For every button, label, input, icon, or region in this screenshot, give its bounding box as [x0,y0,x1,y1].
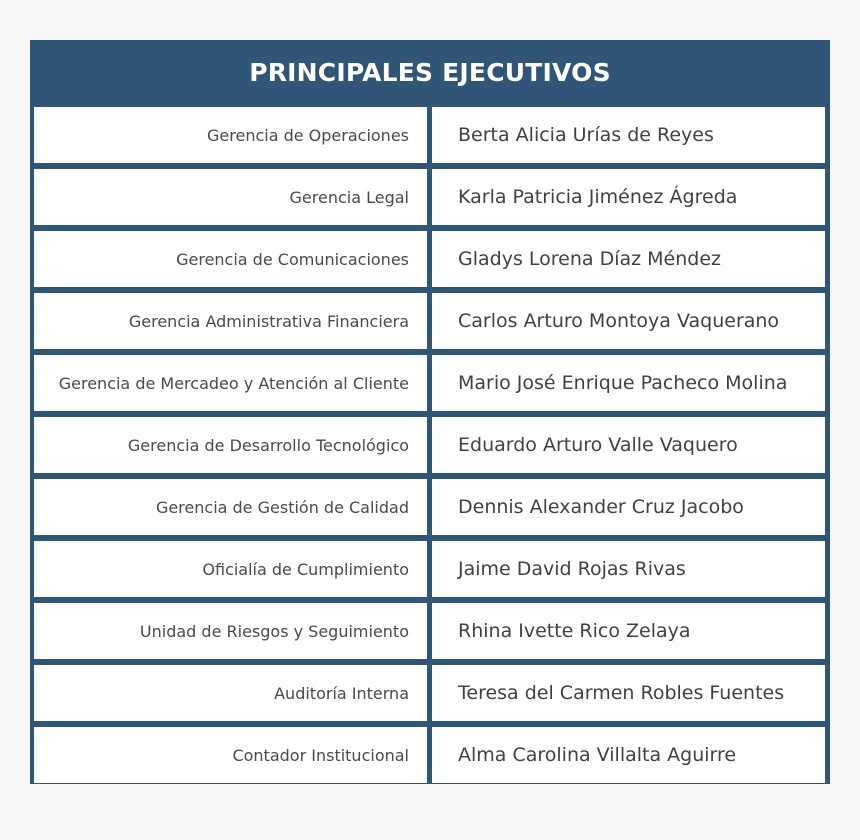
executive-name-cell: Mario José Enrique Pacheco Molina [432,355,825,411]
executive-name-cell: Alma Carolina Villalta Aguirre [432,727,825,783]
department-cell: Gerencia de Operaciones [34,107,427,163]
executive-name-cell: Carlos Arturo Montoya Vaquerano [432,293,825,349]
executive-name-cell: Jaime David Rojas Rivas [432,541,825,597]
executive-name-cell: Berta Alicia Urías de Reyes [432,107,825,163]
executive-name-cell: Dennis Alexander Cruz Jacobo [432,479,825,535]
department-cell: Gerencia de Gestión de Calidad [34,479,427,535]
table-row [30,228,830,290]
table-row [30,538,830,600]
table-row [30,724,830,786]
table-row [30,104,830,166]
executive-name-cell: Gladys Lorena Díaz Méndez [432,231,825,287]
table-row [30,166,830,228]
department-cell: Auditoría Interna [34,665,427,721]
department-cell: Oficialía de Cumplimiento [34,541,427,597]
department-cell: Gerencia de Comunicaciones [34,231,427,287]
department-cell: Gerencia de Desarrollo Tecnológico [34,417,427,473]
executive-name-cell: Teresa del Carmen Robles Fuentes [432,665,825,721]
table-row [30,476,830,538]
table-row [30,600,830,662]
table-row [30,290,830,352]
department-cell: Unidad de Riesgos y Seguimiento [34,603,427,659]
executive-name-cell: Karla Patricia Jiménez Ágreda [432,169,825,225]
table-row [30,414,830,476]
executive-name-cell: Rhina Ivette Rico Zelaya [432,603,825,659]
department-cell: Contador Institucional [34,727,427,783]
table-body [30,104,830,786]
executive-name-cell: Eduardo Arturo Valle Vaquero [432,417,825,473]
department-cell: Gerencia Administrativa Financiera [34,293,427,349]
department-cell: Gerencia Legal [34,169,427,225]
table-row [30,662,830,724]
executives-table [30,40,830,784]
table-row [30,352,830,414]
table-title: PRINCIPALES EJECUTIVOS [249,57,611,87]
department-cell: Gerencia de Mercadeo y Atención al Cliente [34,355,427,411]
